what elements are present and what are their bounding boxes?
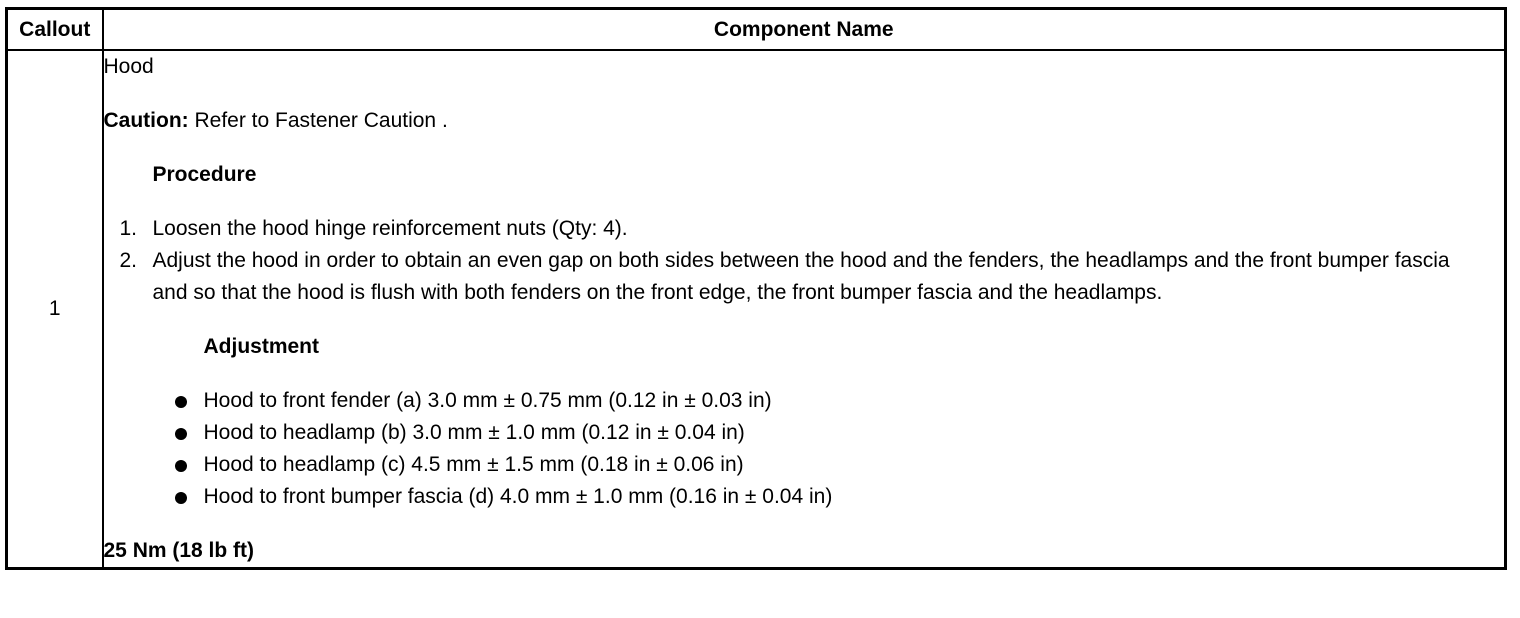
procedure-step — [104, 213, 1505, 245]
bullet-icon — [175, 492, 187, 504]
caution-label: Caution: — [103, 109, 189, 132]
procedure-steps — [104, 213, 1505, 309]
procedure-heading: Procedure — [152, 163, 257, 186]
list-item — [104, 385, 1505, 417]
adjustment-text: Hood to front fender (a) 3.0 mm ± 0.75 mm (0.12 in ± 0.03 in) — [203, 389, 772, 412]
list-item — [104, 449, 1505, 481]
header-component-name: Component Name — [103, 9, 1506, 51]
list-item — [104, 417, 1505, 449]
bullet-icon — [175, 460, 187, 472]
torque-spec: 25 Nm (18 lb ft) — [103, 539, 255, 562]
callout-number: 1 — [7, 50, 103, 569]
component-content — [103, 50, 1506, 569]
step-text: Adjust the hood in order to obtain an even gap on both sides between the hood and the fenders, the headlamps and the front bumper fascia and so that the hood is flush with both fenders on the front edge, the front bumper fascia and the headlamps. — [152, 249, 1450, 304]
caution-text: Refer to Fastener Caution . — [188, 109, 448, 132]
step-number: 1. — [119, 217, 138, 240]
header-row — [7, 9, 1506, 51]
procedure-step — [104, 245, 1505, 309]
step-text: Loosen the hood hinge reinforcement nuts (Qty: 4). — [152, 217, 628, 240]
list-item — [104, 481, 1505, 513]
step-number: 2. — [119, 249, 138, 272]
adjustment-text: Hood to headlamp (c) 4.5 mm ± 1.5 mm (0.18 in ± 0.06 in) — [203, 453, 744, 476]
callout-table — [5, 7, 1507, 570]
caution-line — [104, 105, 1505, 137]
component-name: Hood — [103, 55, 154, 78]
bullet-icon — [175, 396, 187, 408]
adjustment-text: Hood to headlamp (b) 3.0 mm ± 1.0 mm (0.12 in ± 0.04 in) — [203, 421, 745, 444]
adjustment-list — [104, 385, 1505, 513]
adjustment-heading: Adjustment — [203, 335, 319, 358]
adjustment-text: Hood to front bumper fascia (d) 4.0 mm ± 1.0 mm (0.16 in ± 0.04 in) — [203, 485, 833, 508]
header-callout: Callout — [7, 9, 103, 51]
bullet-icon — [175, 428, 187, 440]
table-row — [7, 50, 1506, 569]
